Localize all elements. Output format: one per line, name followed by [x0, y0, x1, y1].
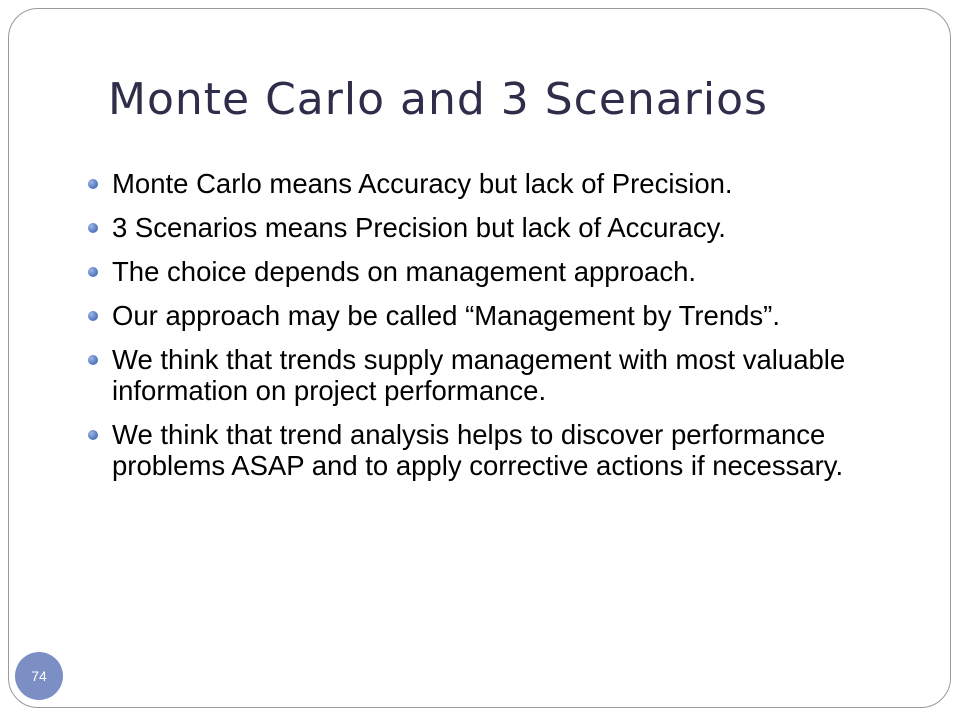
bullet-item	[88, 256, 928, 287]
bullet-item	[88, 300, 928, 331]
bullet-text: We think that trend analysis helps to discover performance problems ASAP and to apply corrective actions if necessary.	[112, 419, 844, 481]
bullet-item	[88, 344, 928, 406]
bullet-text: 3 Scenarios means Precision but lack of Accuracy.	[112, 212, 726, 243]
bullet-list	[88, 168, 928, 494]
bullet-dot-icon	[88, 179, 98, 189]
bullet-dot-icon	[88, 311, 98, 321]
bullet-text: Our approach may be called “Management by Trends”.	[112, 300, 780, 331]
bullet-dot-icon	[88, 267, 98, 277]
bullet-text: The choice depends on management approach.	[112, 256, 697, 287]
slide-title: Monte Carlo and 3 Scenarios	[108, 74, 768, 125]
bullet-item	[88, 419, 928, 481]
bullet-text: Monte Carlo means Accuracy but lack of Precision.	[112, 168, 733, 199]
bullet-dot-icon	[88, 223, 98, 233]
bullet-dot-icon	[88, 430, 98, 440]
bullet-text: We think that trends supply management with most valuable information on project performance.	[112, 344, 846, 406]
bullet-item	[88, 168, 928, 199]
page-number-badge: 74	[15, 652, 63, 700]
bullet-dot-icon	[88, 355, 98, 365]
bullet-item	[88, 212, 928, 243]
